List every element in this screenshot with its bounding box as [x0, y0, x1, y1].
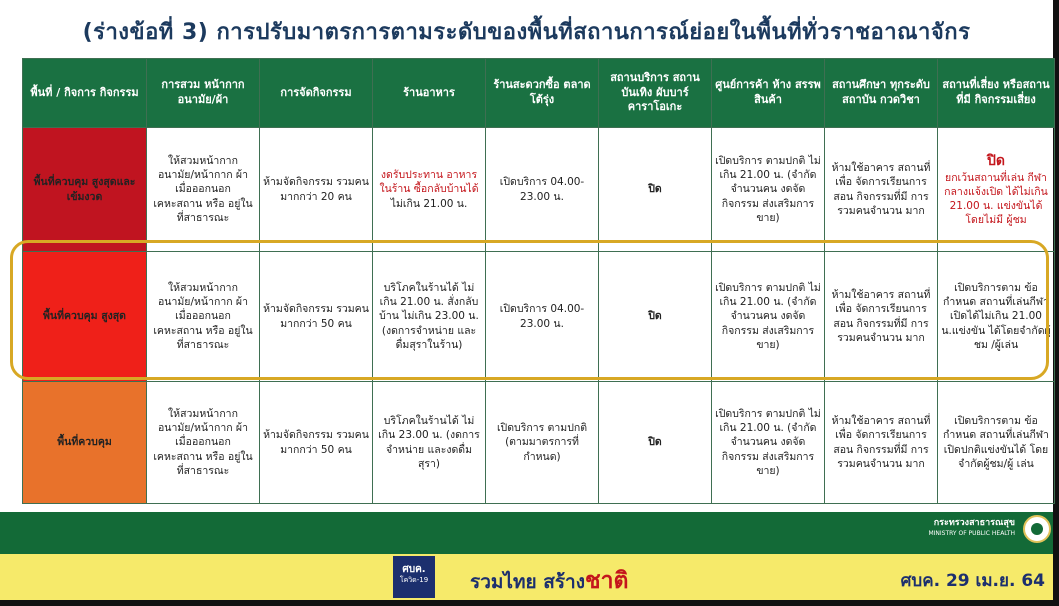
cell-school: ห้ามใช้อาคาร สถานที่ เพื่อ จัดการเรียนการ สอน กิจกรรมที่มี การรวมคนจำนวน มาก	[825, 128, 938, 252]
cell-restaurant	[373, 128, 486, 252]
header-school: สถานศึกษา ทุกระดับ สถาบัน กวดวิชา	[825, 59, 938, 128]
risk-detail-text: ยกเว้นสถานที่เล่น กีฬากลางแจ้งเปิด ได้ไม่เกิน 21.00 น. แข่งขันได้โดยไม่มี ผู้ชม	[944, 171, 1048, 227]
cell-school: ห้ามใช้อาคาร สถานที่ เพื่อ จัดการเรียนการ สอน กิจกรรมที่มี การรวมคนจำนวน มาก	[825, 382, 938, 504]
cell-convenience: เปิดบริการ 04.00-23.00 น.	[486, 128, 599, 252]
slogan	[470, 563, 628, 599]
cell-mall: เปิดบริการ ตามปกติ ไม่เกิน 21.00 น. (จำกัดจำนวนคน งดจัดกิจกรรม ส่งเสริมการขาย)	[712, 128, 825, 252]
header-restaurant: ร้านอาหาร	[373, 59, 486, 128]
footer-green-bar	[0, 512, 1053, 554]
header-mask: การสวม หน้ากาก อนามัย/ผ้า	[147, 59, 260, 128]
restaurant-red-text: งดรับประทาน อาหารในร้าน ซื้อกลับบ้านได้	[379, 169, 479, 196]
cell-restaurant: บริโภคในร้านได้ ไม่เกิน 21.00 น. สั่งกลับบ้าน ไม่เกิน 23.00 น. (งดการจำหน่าย และดื่มสุราในร้าน)	[373, 252, 486, 382]
zone-control: พื้นที่ควบคุม	[23, 382, 147, 504]
ministry-name-th: กระทรวงสาธารณสุข	[933, 518, 1015, 528]
restaurant-time-text: ไม่เกิน 21.00 น.	[390, 197, 468, 210]
table-header-row	[23, 59, 1055, 128]
slide-title: (ร่างข้อที่ 3) การปรับมาตรการตามระดับของพื้นที่สถานการณ์ย่อยในพื้นที่ทั่วราชอาณาจักร	[82, 20, 971, 45]
ministry-logo-icon	[1023, 515, 1051, 543]
cell-mask: ให้สวมหน้ากาก อนามัย/หน้ากาก ผ้า เมื่อออกนอก เคหะสถาน หรือ อยู่ในที่สาธารณะ	[147, 252, 260, 382]
slogan-prefix: รวมไทย สร้าง	[470, 571, 585, 593]
cell-entertainment: ปิด	[599, 128, 712, 252]
footer-date: ศบค. 29 เม.ย. 64	[900, 571, 1045, 591]
cell-mask: ให้สวมหน้ากาก อนามัย/หน้ากาก ผ้า เมื่อออกนอก เคหะสถาน หรือ อยู่ในที่สาธารณะ	[147, 128, 260, 252]
header-entertainment: สถานบริการ สถานบันเทิง ผับบาร์ คาราโอเกะ	[599, 59, 712, 128]
risk-closed-text: ปิด	[987, 152, 1005, 169]
table-row	[23, 382, 1055, 504]
cell-mall: เปิดบริการ ตามปกติ ไม่เกิน 21.00 น. (จำกัดจำนวนคน งดจัดกิจกรรม ส่งเสริมการขาย)	[712, 382, 825, 504]
header-mall: ศูนย์การค้า ห้าง สรรพ สินค้า	[712, 59, 825, 128]
table-row	[23, 128, 1055, 252]
slogan-highlight: ชาติ	[584, 568, 629, 594]
header-convenience: ร้านสะดวกซื้อ ตลาดโต้รุ่ง	[486, 59, 599, 128]
cell-activity: ห้ามจัดกิจกรรม รวมคนมากกว่า 20 คน	[260, 128, 373, 252]
zone-max: พื้นที่ควบคุม สูงสุด	[23, 252, 147, 382]
cell-risk: เปิดบริการตาม ข้อกำหนด สถานที่เล่นกีฬา เปิดได้ไม่เกิน 21.00 น.แข่งขัน ได้โดยจำกัดผู้ชม /ผู้เล่น	[938, 252, 1055, 382]
cell-mall: เปิดบริการ ตามปกติ ไม่เกิน 21.00 น. (จำกัดจำนวนคน งดจัดกิจกรรม ส่งเสริมการขาย)	[712, 252, 825, 382]
cell-activity: ห้ามจัดกิจกรรม รวมคนมากกว่า 50 คน	[260, 252, 373, 382]
ccsa-badge	[393, 556, 435, 598]
header-zone: พื้นที่ / กิจการ กิจกรรม	[23, 59, 147, 128]
cell-entertainment: ปิด	[599, 252, 712, 382]
cell-restaurant: บริโภคในร้านได้ ไม่เกิน 23.00 น. (งดการจำหน่าย และงดดื่มสุรา)	[373, 382, 486, 504]
header-risk: สถานที่เสี่ยง หรือสถานที่มี กิจกรรมเสี่ยง	[938, 59, 1055, 128]
badge-sub: โควิด-19	[399, 576, 429, 584]
header-activity: การจัดกิจกรรม	[260, 59, 373, 128]
cell-convenience: เปิดบริการ 04.00-23.00 น.	[486, 252, 599, 382]
cell-school: ห้ามใช้อาคาร สถานที่ เพื่อ จัดการเรียนการ สอน กิจกรรมที่มี การรวมคนจำนวน มาก	[825, 252, 938, 382]
ministry-name-en: MINISTRY OF PUBLIC HEALTH	[928, 529, 1015, 537]
cell-mask: ให้สวมหน้ากาก อนามัย/หน้ากาก ผ้า เมื่อออกนอก เคหะสถาน หรือ อยู่ในที่สาธารณะ	[147, 382, 260, 504]
cell-entertainment: ปิด	[599, 382, 712, 504]
measures-table	[22, 58, 1055, 504]
table-row	[23, 252, 1055, 382]
cell-convenience: เปิดบริการ ตามปกติ (ตามมาตรการที่ กำหนด)	[486, 382, 599, 504]
cell-risk: เปิดบริการตาม ข้อกำหนด สถานที่เล่นกีฬา เปิดปกติแข่งขันได้ โดยจำกัดผู้ชม/ผู้ เล่น	[938, 382, 1055, 504]
badge-main: ศบค.	[402, 564, 426, 575]
zone-max-strict: พื้นที่ควบคุม สูงสุดและ เข้มงวด	[23, 128, 147, 252]
ministry-label	[928, 518, 1015, 537]
cell-activity: ห้ามจัดกิจกรรม รวมคนมากกว่า 50 คน	[260, 382, 373, 504]
cell-risk	[938, 128, 1055, 252]
